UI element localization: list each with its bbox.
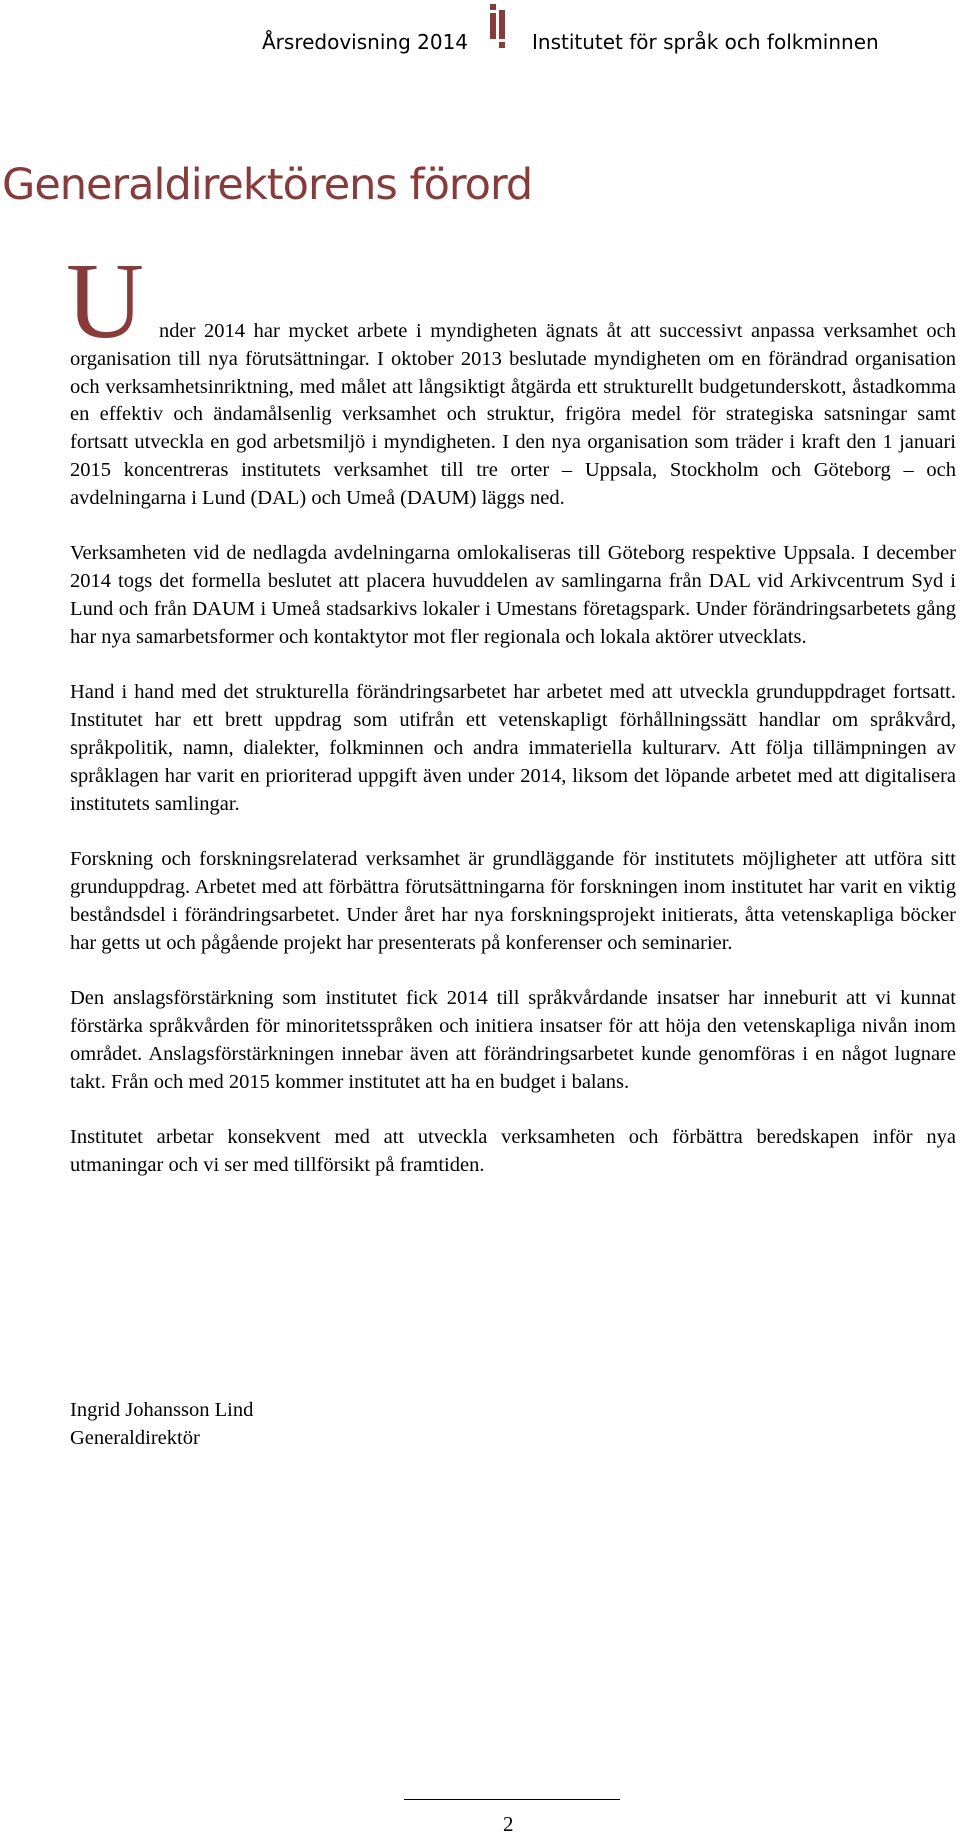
institute-name: Institutet för språk och folkminnen xyxy=(532,30,879,54)
paragraph-5: Den anslagsförstärkning som institutet fick 2014 till språkvårdande insatser har inneburit att vi kunnat förstärka språkvården för minoritetsspråken och initiera insatser för att höja den vetenskapliga nivån inom området. Anslagsförstärkningen innebar även att förändringsarbetet kunde genomföras i en något lugnare takt. Från och med 2015 kommer institutet att ha en budget i balans. xyxy=(70,987,956,1093)
paragraph-2: Verksamheten vid de nedlagda avdelningarna omlokaliseras till Göteborg respektive Uppsala. I december 2014 togs det formella beslutet att placera huvuddelen av samlingarna från DAL vid Arkivcentrum Syd i Lund och från DAUM i Umeå stadsarkivs lokaler i Umestans företagspark. Under förändringsarbetets gång har nya samarbetsformer och kontaktytor mot fler regionala och lokala aktörer utvecklats. xyxy=(70,542,956,648)
signatory-name: Ingrid Johansson Lind xyxy=(70,1399,254,1421)
institute-logo-icon xyxy=(488,4,508,54)
report-title: Årsredovisning 2014 xyxy=(262,30,469,54)
page-header xyxy=(0,0,960,70)
signature-block xyxy=(70,1396,253,1452)
paragraph-3: Hand i hand med det strukturella förändringsarbetet har arbetet med att utveckla grunduppdraget fortsatt. Institutet har ett brett uppdrag som utifrån ett vetenskapligt förhållningssätt handlar om språkvård, språkpolitik, namn, dialekter, folkminnen och andra immateriella kulturarv. Att följa tillämpningen av språklagen har varit en prioriterad uppgift även under 2014, liksom det löpande arbetet med att digitalisera institutets samlingar. xyxy=(70,681,956,815)
paragraph-1: nder 2014 har mycket arbete i myndigheten ägnats åt att successivt anpassa verksamhet och organisation till nya förutsättningar. I oktober 2013 beslutade myndigheten om en förändrad organisation och verksamhetsinriktning, med målet att långsiktigt åtgärda ett strukturellt budgetunderskott, åstadkomma en effektiv och ändamålsenlig verksamhet och struktur, frigöra medel för strategiska satsningar samt fortsatt utveckla en god arbetsmiljö i myndigheten. I den nya organisation som träder i kraft den 1 januari 2015 koncentreras institutets verksamhet till tre orter – Uppsala, Stockholm och Göteborg – och avdelningarna i Lund (DAL) och Umeå (DAUM) läggs ned. xyxy=(70,320,956,509)
page-title: Generaldirektörens förord xyxy=(2,160,533,210)
foreword-body xyxy=(70,318,956,1208)
paragraph-6: Institutet arbetar konsekvent med att utveckla verksamheten och förbättra beredskapen inför nya utmaningar och vi ser med tillförsikt på framtiden. xyxy=(70,1126,956,1176)
drop-cap: U xyxy=(66,242,144,361)
page-number: 2 xyxy=(503,1812,514,1836)
paragraph-4: Forskning och forskningsrelaterad verksamhet är grundläggande för institutets möjligheter att utföra sitt grunduppdrag. Arbetet med att förbättra förutsättningarna för forskningen inom institutet har varit en viktig beståndsdel i förändringsarbetet. Under året har nya forskningsprojekt initierats, åtta vetenskapliga böcker har getts ut och pågående projekt har presenterats på konferenser och seminarier. xyxy=(70,848,956,954)
footer-divider xyxy=(404,1799,620,1800)
signatory-role: Generaldirektör xyxy=(70,1427,200,1449)
